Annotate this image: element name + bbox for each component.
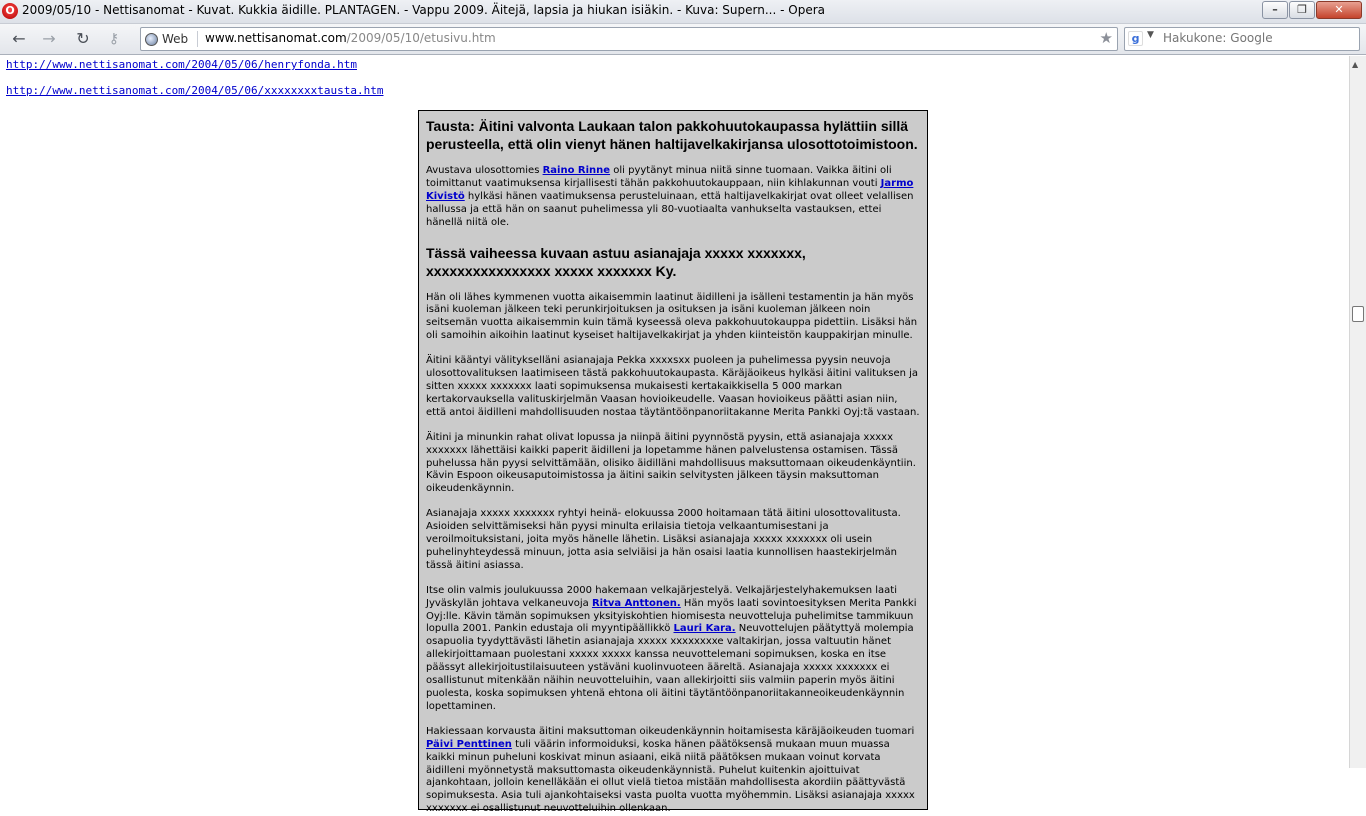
minimize-button[interactable]: – xyxy=(1262,1,1288,19)
scroll-thumb[interactable] xyxy=(1352,306,1364,322)
url-host: www.nettisanomat.com xyxy=(205,31,347,45)
globe-icon xyxy=(145,33,158,46)
link-jarmo-kivisto[interactable]: Jarmo Kivistö xyxy=(426,177,914,202)
back-button[interactable]: ← xyxy=(12,29,26,48)
link-ritva-anttonen[interactable]: Ritva Anttonen. xyxy=(591,597,681,609)
web-label: Web xyxy=(162,32,189,46)
url-path: /2009/05/10/etusivu.htm xyxy=(346,31,496,45)
site-info-badge[interactable] xyxy=(145,30,188,48)
search-input[interactable] xyxy=(1163,30,1353,46)
paragraph-text: hylkäsi hänen vaatimuksensa perusteluinaan, että haltijavelkakirjat ovat olleet velallisen hallussa ja että hän on saanut puhelimessa yli 80-vuotiaalta vanhukselta vastauksen, ettei hänellä niitä ole. xyxy=(426,190,914,228)
paragraph-text: Neuvottelujen päätyttyä molempia osapuolia tyydyttävästi lähetin asianajaja xxxxx xxxxxxxxe valtakirjan, jossa valtuutin hänet allekirjoittamaan puolestani xxxxx xxxxx kanssa neuvottelemani sopimuksen, koska en itse päässyt allekirjoitustilaisuuteen ystäväni kuolinvuoteen ääreltä. Asianajaja xxxxx xxxxxxx ei osallistunut mitenkään näihin neuvotteluihin, vaan allekirjoitti siis valmiin paperin myös äitini puolesta, koska sopimuksen yhtenä ehtona oli äitini täytäntöönpanoriitakanneoikeudenkäynnin lopettaminen. xyxy=(426,623,914,712)
page-content xyxy=(0,56,1349,815)
paragraph-text: tuli väärin informoiduksi, koska hänen päätöksensä mukaan muun muassa kaikki minun puheluni koskivat minun asiaani, eikä niitä päätöksen mukaan voinut korvata äidilleni myönnetystä maksuttomasta oikeudenkäynnistä. Puhelut kuitenkin ajoittuivat ajankohtaan, jolloin kenelläkään ei ollut vielä tietoa mistään mahdollisesta akordiin päättyvästä sopimuksesta. Asia tuli ajankohtaiseksi vasta puolta vuotta myöhemmin. Lisäksi asianajaja xxxxx xxxxxxx ei osallistunut neuvotteluihin ollenkaan. xyxy=(426,738,915,815)
paragraph-text: Avustava ulosottomies xyxy=(426,165,543,176)
browser-toolbar xyxy=(0,24,1366,55)
window-title: 2009/05/10 - Nettisanomat - Kuvat. Kukkia äidille. PLANTAGEN. - Vappu 2009. Äitejä, lapsia ja hiukan isiäkin. - Kuva: Supern... - Opera xyxy=(22,3,825,17)
article-paragraph xyxy=(426,585,920,714)
article-paragraph: Asianajaja xxxxx xxxxxxx ryhtyi heinä- elokuussa 2000 hoitamaan tätä äitini ulosottovalitusta. Asioiden selvittämiseksi hän pyysi minulta erilaisia tietoja velkaantumisestani ja veroilmoituksistani, joita myös hänelle lähetin. Lisäksi asianajaja xxxxx xxxxxxx oli usein puhelinyhteydessä minuun, jotta asia selviäisi ja hän osaisi laatia kunnollisen haastekirjelmän tässä äitini asiassa. xyxy=(426,508,901,571)
opera-logo-icon: O xyxy=(2,3,18,19)
paragraph-text: Itse olin valmis joulukuussa 2000 hakemaan velkajärjestelyä. Velkajärjestelyhakemuksen laati Jyväskylän johtava velkaneuvoja xyxy=(426,584,897,609)
article-box xyxy=(418,110,928,815)
wand-key-button[interactable]: ⚷ xyxy=(108,31,120,47)
chevron-down-icon[interactable]: ▼ xyxy=(1147,30,1154,40)
url-field[interactable] xyxy=(205,31,496,45)
article-paragraph: Äitini ja minunkin rahat olivat lopussa ja niinpä äitini pyynnöstä pyysin, että asianajaja xxxxx xxxxxxx lähettäisi kaikki paperit äidilleni ja lopetamme hänen palvelustensa ostamisen. Tässä puhelussa hän pyysi selvittämään, olisiko äidilläni mahdollisuus maksuttomaan oikeudenkäyntiin. Kävin Espoon oikeusaputoimistossa ja äitini saikin selvitysten jälkeen täysin maksuttoman oikeudenkäynnin. xyxy=(426,431,916,495)
forward-button[interactable]: → xyxy=(42,29,56,48)
close-button[interactable]: ✕ xyxy=(1316,1,1362,19)
article-subheading: Tässä vaiheessa kuvaan astuu asianajaja xxxxx xxxxxxx, xxxxxxxxxxxxxxxx xxxxx xxxxxxx Ky. xyxy=(426,244,806,279)
article-paragraph: Hän oli lähes kymmenen vuotta aikaisemmin laatinut äidilleni ja isälleni testamentin ja hän myös isäni kuoleman jälkeen teki perunkirjoituksen ja osituksen ja isäni kuoleman jälkeen noin seitsemän vuotta aikaisemmin kuin tämä kyseessä oleva pakkohuutokauppa pidettiin. Lisäksi hän oli samoihin aikoihin laatinut kyseiset haltijavelkakirjat ja yhden kiinteistön kauppakirjan minulle. xyxy=(426,291,918,342)
paragraph-text: Hän myös laati sovintoesityksen Merita Pankki Oyj:lle. Kävin tämän sopimuksen yksityiskohtien hiomisesta neuvotteluja puhelimitse tammikuun lopulla 2001. Pankin edustaja oli myyntipäällikkö xyxy=(426,597,917,635)
bookmark-star-icon[interactable]: ★ xyxy=(1099,29,1113,47)
divider xyxy=(197,31,198,47)
link-henryfonda[interactable]: http://www.nettisanomat.com/2004/05/06/henryfonda.htm xyxy=(6,58,357,71)
link-paivi-penttinen[interactable]: Päivi Penttinen xyxy=(426,738,512,750)
article-heading: Tausta: Äitini valvonta Laukaan talon pakkohuutokaupassa hylättiin sillä perusteella, että olin vienyt hänen haltijavelkakirjansa ulosottotoimistoon. xyxy=(426,118,918,152)
article-paragraph xyxy=(426,726,920,816)
reload-button[interactable]: ↻ xyxy=(76,29,90,48)
scroll-up-icon[interactable]: ▲ xyxy=(1352,60,1359,69)
article-paragraph xyxy=(426,165,920,230)
address-bar[interactable] xyxy=(140,27,1118,51)
link-raino-rinne[interactable]: Raino Rinne xyxy=(542,165,611,176)
title-bar xyxy=(0,0,1366,24)
vertical-scrollbar[interactable] xyxy=(1349,56,1366,768)
paragraph-text: Hakiessaan korvausta äitini maksuttoman oikeudenkäynnin hoitamisesta käräjäoikeuden tuomari xyxy=(426,725,915,737)
link-tausta[interactable]: http://www.nettisanomat.com/2004/05/06/xxxxxxxxtausta.htm xyxy=(6,84,384,97)
maximize-button[interactable]: ❐ xyxy=(1289,1,1315,19)
link-lauri-kara[interactable]: Lauri Kara. xyxy=(673,623,736,635)
paragraph-text: oli pyytänyt minua niitä sinne tuomaan. Vaikka äitini oli toimittanut vaatimuksensa kirjallisesti tähän pakkohuutokauppaan, niin kihlakunnan vouti xyxy=(426,165,892,189)
search-bar xyxy=(1124,27,1360,51)
article-paragraph: Äitini kääntyi välitykselläni asianajaja Pekka xxxxsxx puoleen ja puhelimessa pyysin neuvoja ulosottovalituksen laatimiseen tästä pakkohuutokaupasta. Käräjäoikeus hylkäsi äitini valituksen ja sitten xxxxx xxxxxxx laati sopimuksensa mukaisesti kertakaikkisella 5 000 markan kertakorvauksella valituskirjelmän Vaasan hovioikeudelle. Vaasan hovioikeus päätti asian niin, että antoi äidilleni mahdollisuuden nostaa täytäntöönpanoriitakanne Merita Pankki Oyj:tä vastaan. xyxy=(426,355,920,418)
google-icon[interactable]: g xyxy=(1128,31,1143,46)
